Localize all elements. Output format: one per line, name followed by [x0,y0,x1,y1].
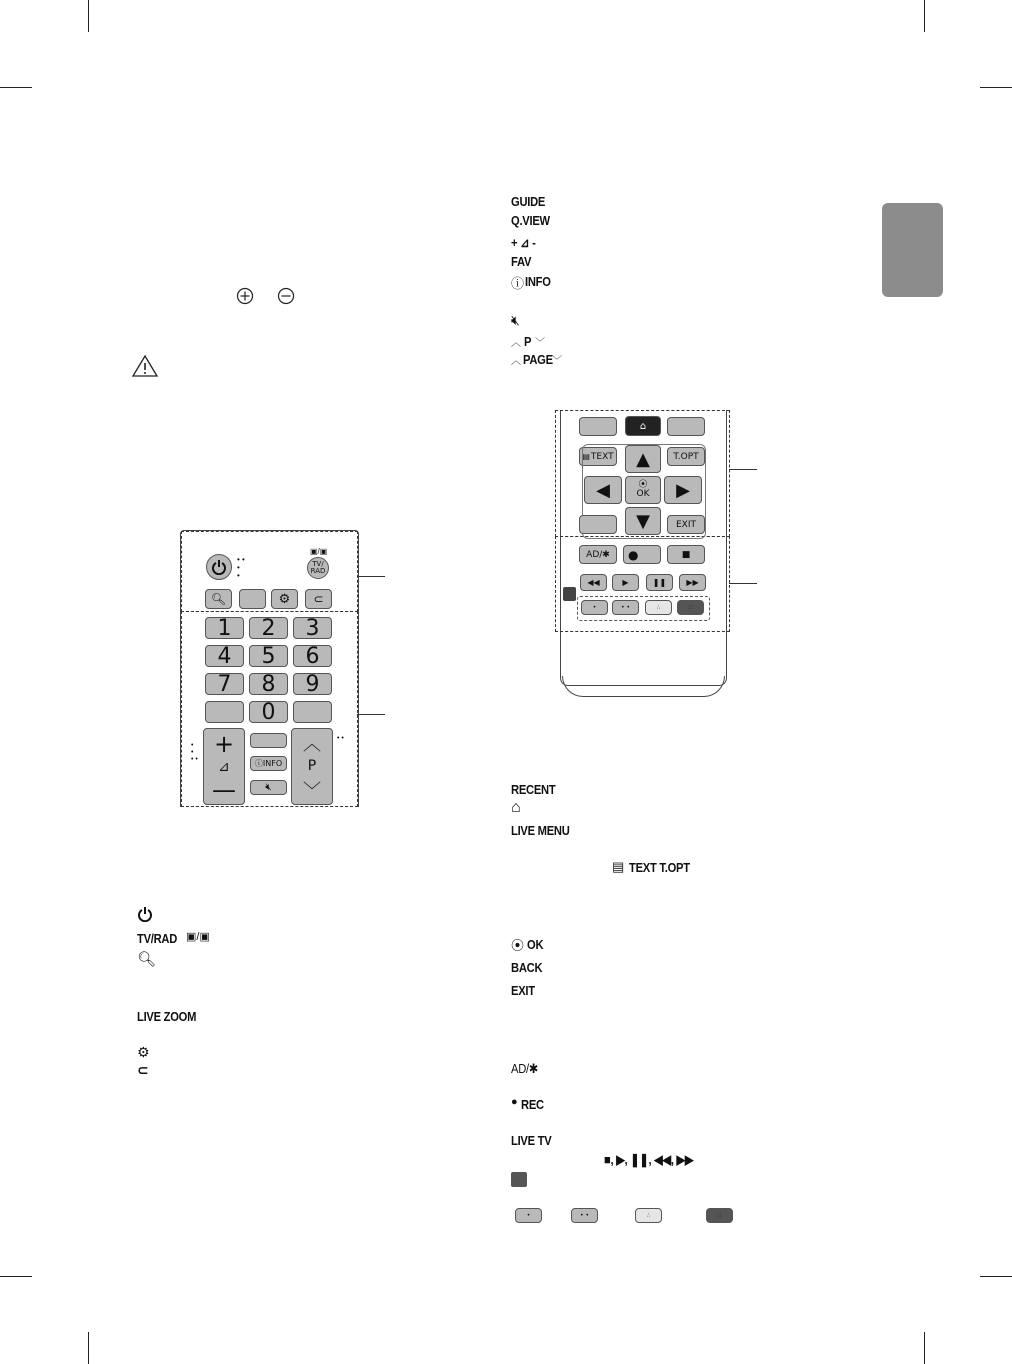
channel-rocker[interactable] [291,728,333,805]
crop-mark [0,87,32,88]
input-icon: ⊂ [137,1063,149,1079]
info-button[interactable]: ⓘINFO [250,756,287,771]
crop-mark [88,0,89,32]
ok-button[interactable] [625,476,661,504]
chevron-down-icon: ﹀ [535,338,545,349]
chevron-down-icon: ﹀ [303,780,321,802]
crop-mark [0,1276,32,1277]
number-key[interactable]: 6 [293,645,332,667]
blank-button[interactable] [250,733,287,748]
search-button[interactable] [205,589,232,609]
power-button[interactable] [206,554,232,580]
number-key[interactable]: 1 [205,617,244,639]
yellow-key-icon: ∴ [635,1208,662,1223]
crop-mark [924,0,925,32]
power-icon [137,906,153,922]
down-button[interactable]: ▼ [625,507,661,535]
home-icon: ⌂ [639,420,647,432]
blank-button[interactable] [579,417,617,436]
gear-icon: ⚙ [137,1045,150,1061]
info-icon: ⓘ [511,276,525,291]
leader-line [357,714,385,715]
mute-icon: 🔇︎ [511,313,520,329]
plus-circle-icon [236,287,254,305]
tv-radio-icon: ▣/▣ [310,547,328,556]
channel-label: P [524,334,532,349]
ok-icon: ⦿ [638,480,648,490]
input-icon: ⊂ [313,592,324,606]
blue-button[interactable]: ∷ [677,600,704,615]
playback-symbols: ■, ▶, ❚❚, ◀◀, ▶▶ [604,1152,694,1167]
ok-label: OK [527,937,544,952]
number-key[interactable]: 2 [249,617,288,639]
leader-line [729,583,757,584]
up-button[interactable]: ▲ [625,445,661,473]
blank-button[interactable] [293,701,332,723]
rewind-button[interactable]: ◀◀ [580,574,607,591]
rec-label: REC [521,1097,544,1112]
number-key[interactable]: 8 [249,673,288,695]
ok-icon: ⦿ [511,938,525,953]
live-menu-label: LIVE MENU [511,823,570,838]
chevron-up-icon: ︿ [511,338,521,349]
chevron-down-icon: ﹀ [552,356,562,367]
minus-icon: — [212,775,236,804]
dots-icon: • • • • [191,742,198,763]
guide-label: GUIDE [511,194,546,209]
live-tv-label: LIVE TV [511,1133,552,1148]
text-icon: ▤ [582,452,590,461]
search-icon: 🔍︎ [137,950,157,968]
page-label: PAGE [523,352,553,367]
tv-rad-label: TV/RAD [137,931,178,946]
play-button[interactable]: ▶ [612,574,639,591]
plus-icon: + [213,729,235,758]
text-icon: ▤ [612,859,625,874]
back-button[interactable] [579,515,617,534]
number-key[interactable]: 9 [293,673,332,695]
crop-mark [88,1332,89,1364]
volume-icon: ⊿ [218,758,230,775]
number-key[interactable]: 0 [249,701,288,723]
pause-button[interactable]: ❚❚ [646,574,673,591]
mute-button[interactable] [250,780,287,795]
ad-button[interactable]: AD/✱ [579,545,617,564]
mute-icon: 🔇︎ [265,782,272,793]
yellow-button[interactable]: ∴ [645,600,672,615]
crop-mark [980,87,1012,88]
red-key-icon: • [515,1208,542,1223]
dots-icon: • • • • [237,555,245,580]
fast-forward-button[interactable]: ▶▶ [679,574,706,591]
green-key-icon: • • [571,1208,598,1223]
p-label: P [307,758,317,775]
text-key-label: TEXT [590,451,614,462]
number-key[interactable]: 5 [249,645,288,667]
input-button[interactable] [305,589,332,609]
power-icon [211,559,227,575]
number-key[interactable]: 4 [205,645,244,667]
recent-label: RECENT [511,782,556,797]
rec-dot-icon: ● [511,1096,518,1108]
ad-label: AD/✱ [511,1061,538,1076]
number-key[interactable]: 7 [205,673,244,695]
text-topt-label: TEXT T.OPT [629,860,690,875]
chevron-up-icon: ︿ [511,356,521,367]
blank-button[interactable] [239,589,266,609]
number-key[interactable]: 3 [293,617,332,639]
blank-button[interactable] [205,701,244,723]
right-button[interactable]: ▶ [664,476,702,504]
exit-button[interactable]: EXIT [667,515,705,534]
language-tab [882,203,943,297]
search-icon: 🔍︎ [210,592,227,606]
home-button[interactable] [625,416,661,436]
tv-rad-button[interactable]: TV/ RAD [307,557,329,579]
crop-mark [924,1332,925,1364]
leader-line [729,469,757,470]
remote-bottom-curve [562,676,725,697]
volume-rocker[interactable] [203,728,245,805]
info-label: INFO [525,274,551,289]
warning-icon [131,354,159,378]
minus-circle-icon [277,287,295,305]
rec-button[interactable]: ● [623,545,661,564]
crop-mark [980,1276,1012,1277]
volume-label: + ⊿ - [511,235,536,250]
settings-button[interactable] [271,589,298,609]
fav-label: FAV [511,254,532,269]
blue-key-icon: ∷ [706,1208,733,1223]
chevron-up-icon: ︿ [303,734,321,756]
ok-key-label: OK [636,489,650,499]
dots-icon: • • [337,735,344,742]
blank-button[interactable] [667,417,705,436]
exit-label: EXIT [511,983,535,998]
back-label: BACK [511,960,543,975]
topt-button[interactable]: T.OPT [667,447,705,466]
qview-label: Q.VIEW [511,213,550,228]
home-icon: ⌂ [511,799,521,816]
gear-icon: ⚙ [278,591,291,607]
green-button[interactable]: • • [612,600,639,615]
live-tv-button[interactable] [563,587,576,601]
left-button[interactable]: ◀ [584,476,622,504]
stop-button[interactable]: ■ [667,545,705,564]
live-tv-icon [511,1172,527,1187]
live-zoom-label: LIVE ZOOM [137,1009,197,1024]
red-button[interactable]: • [581,600,608,615]
leader-line [357,576,385,577]
tv-radio-icon: ▣/▣ [186,931,210,943]
